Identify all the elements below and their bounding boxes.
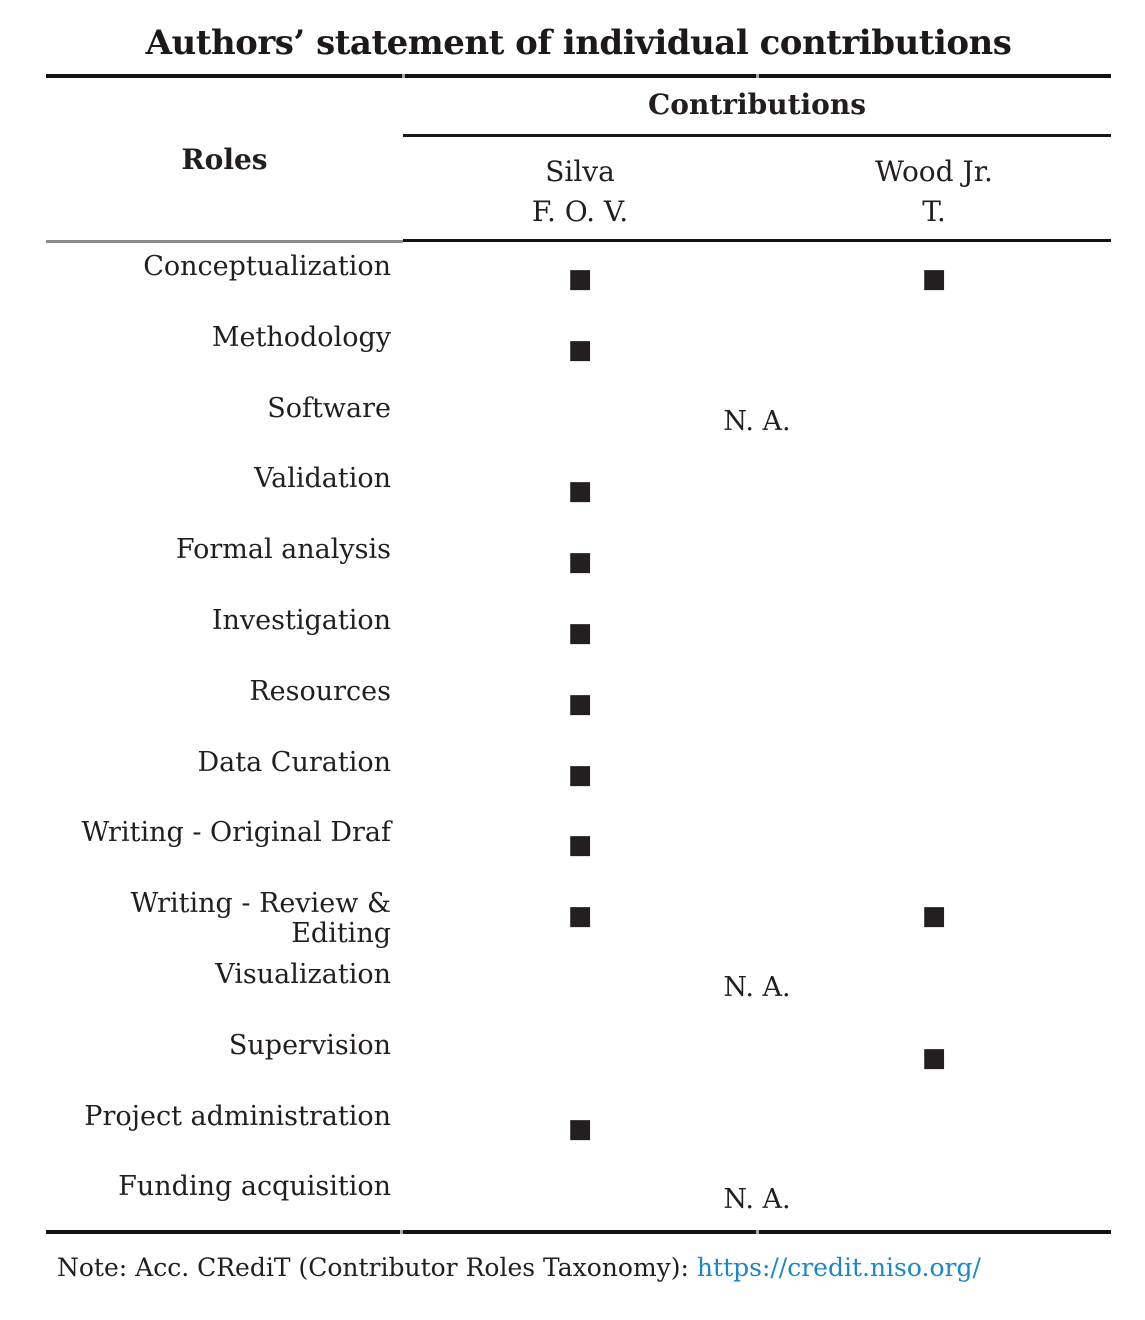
role-label: Formal analysis xyxy=(175,534,391,566)
empty-mark xyxy=(757,454,1111,525)
not-applicable-value: N. A. xyxy=(723,405,791,437)
role-label: Data Curation xyxy=(197,746,391,778)
not-applicable-value: N. A. xyxy=(723,971,791,1003)
filled-square-icon: ■ xyxy=(567,1113,593,1144)
table-row xyxy=(46,596,1111,667)
role-label: Writing - Original Draf xyxy=(81,817,391,849)
role-label: Conceptualization xyxy=(143,251,391,282)
role-label: Funding acquisition xyxy=(118,1171,391,1203)
filled-square-icon: ■ xyxy=(567,688,593,719)
filled-square-icon: ■ xyxy=(567,334,593,365)
roles-header: Roles xyxy=(181,143,268,176)
filled-square-icon: ■ xyxy=(567,901,593,932)
table-row xyxy=(46,313,1111,384)
role-label: Visualization xyxy=(215,958,391,990)
filled-square-icon: ■ xyxy=(567,547,593,578)
table-row xyxy=(46,950,1111,1021)
contributions-header: Contributions xyxy=(648,88,866,121)
table-row xyxy=(46,454,1111,525)
table-row xyxy=(46,242,1111,313)
filled-square-icon: ■ xyxy=(567,476,593,507)
table-row xyxy=(46,738,1111,809)
empty-mark xyxy=(757,738,1111,809)
empty-mark xyxy=(757,808,1111,879)
author-header-silva xyxy=(403,152,757,232)
role-label: Validation xyxy=(254,463,391,495)
role-label: Investigation xyxy=(211,604,391,636)
filled-square-icon: ■ xyxy=(921,1042,947,1073)
role-label: Project administration xyxy=(84,1100,391,1132)
rule-gap xyxy=(756,1230,759,1234)
table-row xyxy=(46,1162,1111,1233)
empty-mark xyxy=(757,313,1111,384)
rule-gap xyxy=(400,1230,403,1234)
table-row xyxy=(46,525,1111,596)
author-header-wood xyxy=(757,152,1111,232)
role-label: Software xyxy=(267,392,391,424)
filled-square-icon: ■ xyxy=(567,759,593,790)
table-row xyxy=(46,808,1111,879)
table-row xyxy=(46,384,1111,455)
bottom-rule xyxy=(46,1230,1111,1234)
role-label: Writing - Review & Editing xyxy=(130,888,391,950)
filled-square-icon: ■ xyxy=(567,830,593,861)
empty-mark xyxy=(403,1021,757,1092)
author-surname: Wood Jr. xyxy=(875,155,993,188)
filled-square-icon: ■ xyxy=(921,264,947,294)
filled-square-icon: ■ xyxy=(567,617,593,648)
filled-square-icon: ■ xyxy=(567,264,593,294)
author-surname: Silva xyxy=(545,155,615,188)
filled-square-icon: ■ xyxy=(921,901,947,932)
author-initials: F. O. V. xyxy=(531,195,629,228)
not-applicable-value: N. A. xyxy=(723,1184,791,1216)
empty-mark xyxy=(757,596,1111,667)
footnote xyxy=(57,1252,1117,1284)
credit-niso-link[interactable]: https://credit.niso.org/ xyxy=(696,1253,981,1282)
table-row xyxy=(46,667,1111,738)
table-row xyxy=(46,879,1111,950)
table-row xyxy=(46,1092,1111,1163)
contributions-underline-rule xyxy=(403,134,1111,137)
role-label: Resources xyxy=(249,675,391,707)
author-initials: T. xyxy=(922,195,946,228)
table-body xyxy=(46,242,1111,1233)
top-rule xyxy=(46,74,1111,78)
empty-mark xyxy=(757,1092,1111,1163)
footnote-text: Note: Acc. CRediT (Contributor Roles Taxonomy): xyxy=(57,1253,697,1282)
rule-gap xyxy=(402,74,405,78)
empty-mark xyxy=(757,525,1111,596)
page-title: Authors’ statement of individual contributions xyxy=(145,23,1012,63)
role-label: Methodology xyxy=(211,321,391,353)
role-label: Supervision xyxy=(228,1029,391,1061)
table-row xyxy=(46,1021,1111,1092)
rule-gap xyxy=(756,74,759,78)
empty-mark xyxy=(757,667,1111,738)
